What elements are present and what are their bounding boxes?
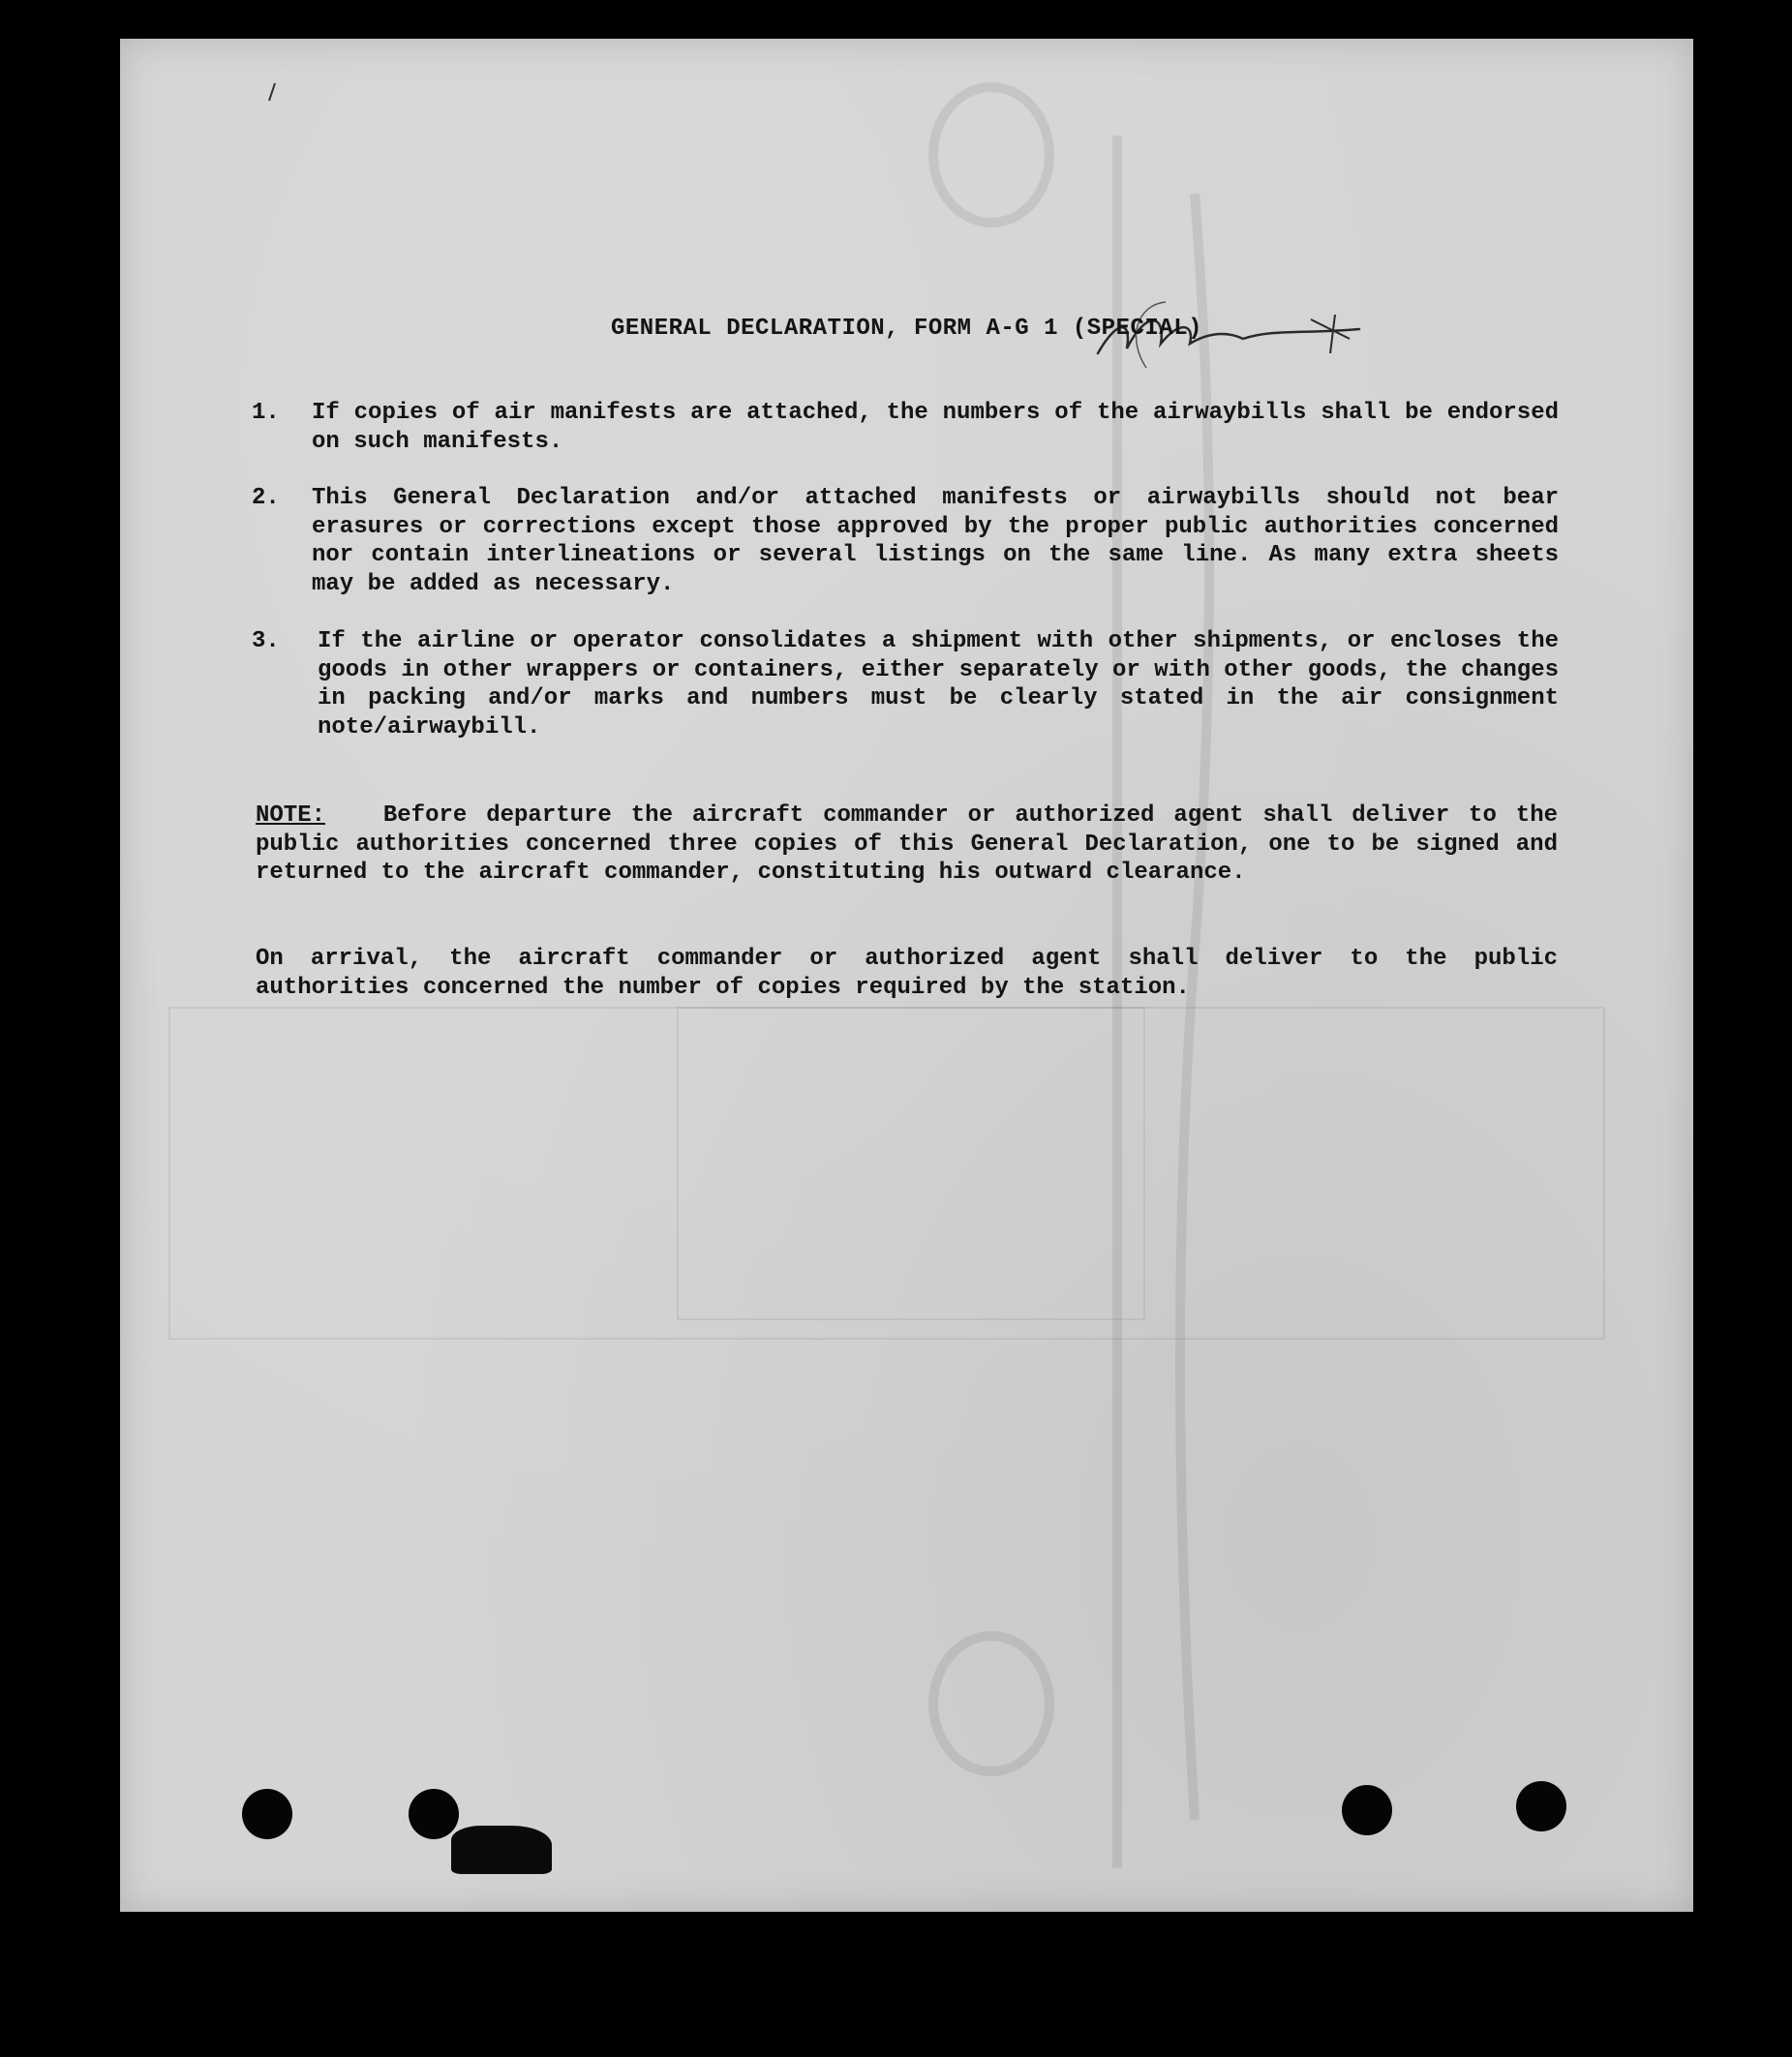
item-number: 1.	[252, 400, 280, 426]
item-number: 2.	[252, 485, 280, 511]
item-text: If the airline or operator consolidates a shipment with other shipments, or encloses the goods in other wrappers or containers, either separately or with other goods, the changes in packing and/or marks and numbers must be clearly stated in the air consignment note/airwaybill.	[318, 628, 1559, 741]
list-item	[252, 627, 1559, 741]
torn-edge	[451, 1826, 552, 1874]
item-number: 3.	[252, 628, 280, 654]
note-paragraph	[256, 802, 1558, 888]
note-label: NOTE:	[256, 802, 326, 829]
note-text: Before departure the aircraft commander or authorized agent shall deliver to the public authorities concerned three copies of this General Declaration, one to be signed and returned to the aircraft commander, constituting his outward clearance.	[256, 802, 1559, 886]
item-text: If copies of air manifests are attached, the numbers of the airwaybills shall be endorsed on such manifests.	[312, 400, 1559, 455]
arrival-paragraph: On arrival, the aircraft commander or authorized agent shall deliver to the public authorities concerned the number of copies required by the station.	[256, 946, 1558, 1001]
document-title: GENERAL DECLARATION, FORM A-G 1 (SPECIAL)	[611, 316, 1202, 342]
document-body	[120, 39, 1693, 1912]
punch-hole	[1342, 1785, 1392, 1835]
punch-hole	[1516, 1781, 1566, 1831]
item-text: This General Declaration and/or attached manifests or airwaybills should not bear erasures or corrections except those approved by the proper public authorities concerned nor contain interlineations or several listings on the same line. As many extra sheets may be added as necessary.	[312, 485, 1559, 597]
punch-hole	[242, 1789, 292, 1839]
list-item	[252, 399, 1559, 456]
paper-sheet	[120, 39, 1693, 1912]
list-item	[252, 484, 1559, 598]
punch-hole	[409, 1789, 459, 1839]
